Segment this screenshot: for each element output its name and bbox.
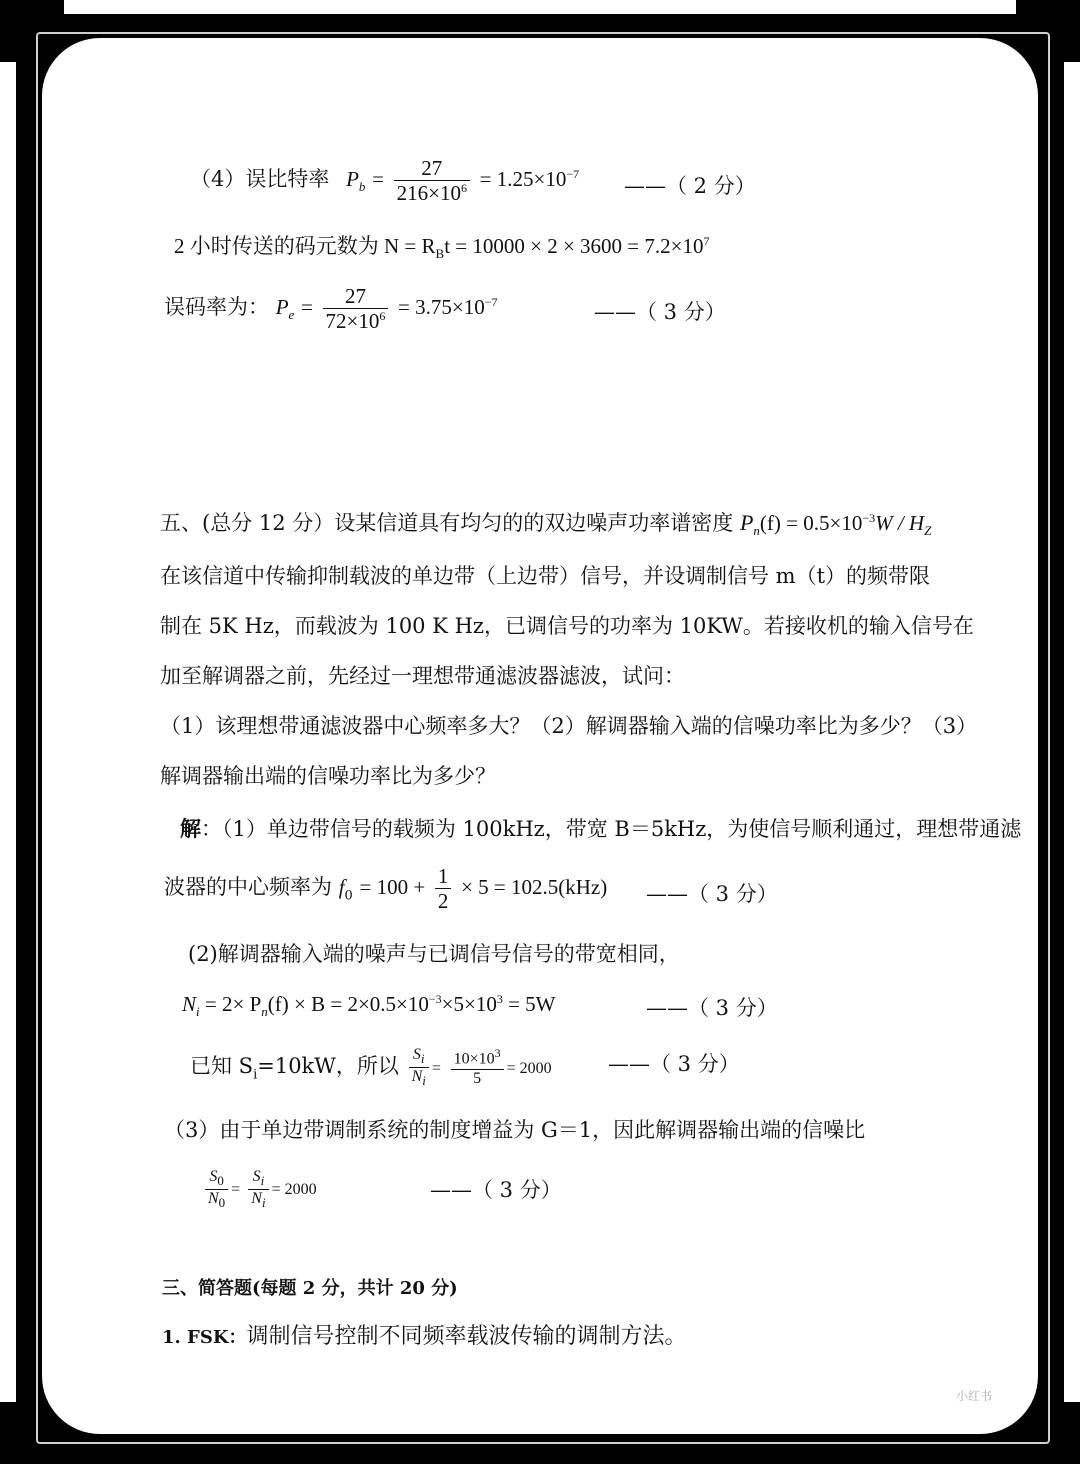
symbol-error-rate-line: 误码率为： $P_e$ = $\frac{27}{72\times 10^6}$ = $3.75\times 10^{-7}$	[164, 284, 498, 334]
solution-step3: （3）由于单边带调制系统的制度增益为 G＝1，因此解调器输出端的信噪比	[164, 1118, 866, 1142]
score-label: ——（ 3 分）	[608, 1052, 740, 1076]
snr-value-fraction: $\frac{10\times 10^3}{5}$	[451, 1047, 504, 1088]
si-ni-fraction: $\frac{S_i}{N_i}$	[248, 1168, 268, 1211]
left-border-bar	[0, 62, 16, 1402]
top-border-strip	[64, 0, 1016, 14]
pb-fraction: $\frac{27}{216\times 10^6}$	[394, 156, 470, 205]
score-label: ——（ 2 分）	[624, 174, 756, 198]
question5-line3: 制在 5K Hz，而载波为 100 K Hz，已调信号的功率为 10KW。若接收机的输入信号在	[160, 614, 974, 638]
score-label: ——（ 3 分）	[646, 996, 778, 1020]
section3-heading: 三、简答题(每题 2 分，共计 20 分)	[162, 1278, 458, 1299]
symbol-count-line: 2 小时传送的码元数为 $N = R_Bt = 10000 \times 2 \times 3600 = 7.2\times 10^7$	[174, 234, 710, 262]
so-no-fraction: $\frac{S_0}{N_0}$	[205, 1168, 228, 1211]
question5-line2: 在该信道中传输抑制载波的单边带（上边带）信号，并设调制信号 m（t）的频带限	[160, 564, 931, 588]
section3-item1: 1. FSK：调制信号控制不同频率载波传输的调制方法。	[162, 1324, 687, 1349]
solution-step3-formula: $\frac{S_0}{N_0}$ = $\frac{S_i}{N_i}$ = 2000	[202, 1168, 317, 1211]
question5-line4: 加至解调器之前，先经过一理想带通滤波器滤波，试问：	[160, 664, 685, 688]
question5-line5: （1）该理想带通滤波器中心频率多大？（2）解调器输入端的信噪功率比为多少？（3）	[160, 714, 978, 738]
watermark: 小红书	[955, 1389, 992, 1403]
bit-error-rate-line: （4）误比特率 $P_b$ = $\frac{27}{216\times 10^6}$ = $1.25\times 10^{-7}$	[190, 156, 580, 206]
solution-step1: 解：（1）单边带信号的载频为 100kHz，带宽 B＝5kHz，为使信号顺利通过，理想带通滤	[180, 816, 1022, 841]
right-border-bar	[1064, 62, 1080, 1402]
question5-line1: 五、(总分 12 分）设某信道具有均匀的的双边噪声功率谱密度 $P_n(f) = 0.5\times 10^{-3}W / H_Z$	[160, 510, 932, 539]
pe-fraction: $\frac{27}{72\times 10^6}$	[323, 284, 389, 333]
score-label: ——（ 3 分）	[430, 1178, 562, 1202]
score-label: ——（ 3 分）	[594, 300, 726, 324]
solution-step2-formula: $N_i = 2\times P_n(f) \times B = 2\times 0.5\times 10^{-3}\times 5\times 10^3 = 5W$	[182, 992, 556, 1020]
solution-step1-formula: 波器的中心频率为 $f_0 = 100$ + $\frac{1}{2}$ × 5 = 102.5(kHz)	[164, 864, 608, 914]
si-ni-fraction: $\frac{S_i}{N_i}$	[409, 1046, 429, 1089]
solution-step2-snr: 已知 $S_i=10kW$，所以 $\frac{S_i}{N_i}$ = $\frac{10\times 10^3}{5}$ = 2000	[190, 1046, 552, 1089]
score-label: ——（ 3 分）	[646, 882, 778, 906]
half-fraction: $\frac{1}{2}$	[435, 864, 452, 913]
document-page	[42, 38, 1038, 1434]
question5-line6: 解调器输出端的信噪功率比为多少？	[160, 764, 496, 788]
solution-step2: (2)解调器输入端的噪声与已调信号信号的带宽相同，	[188, 942, 680, 966]
